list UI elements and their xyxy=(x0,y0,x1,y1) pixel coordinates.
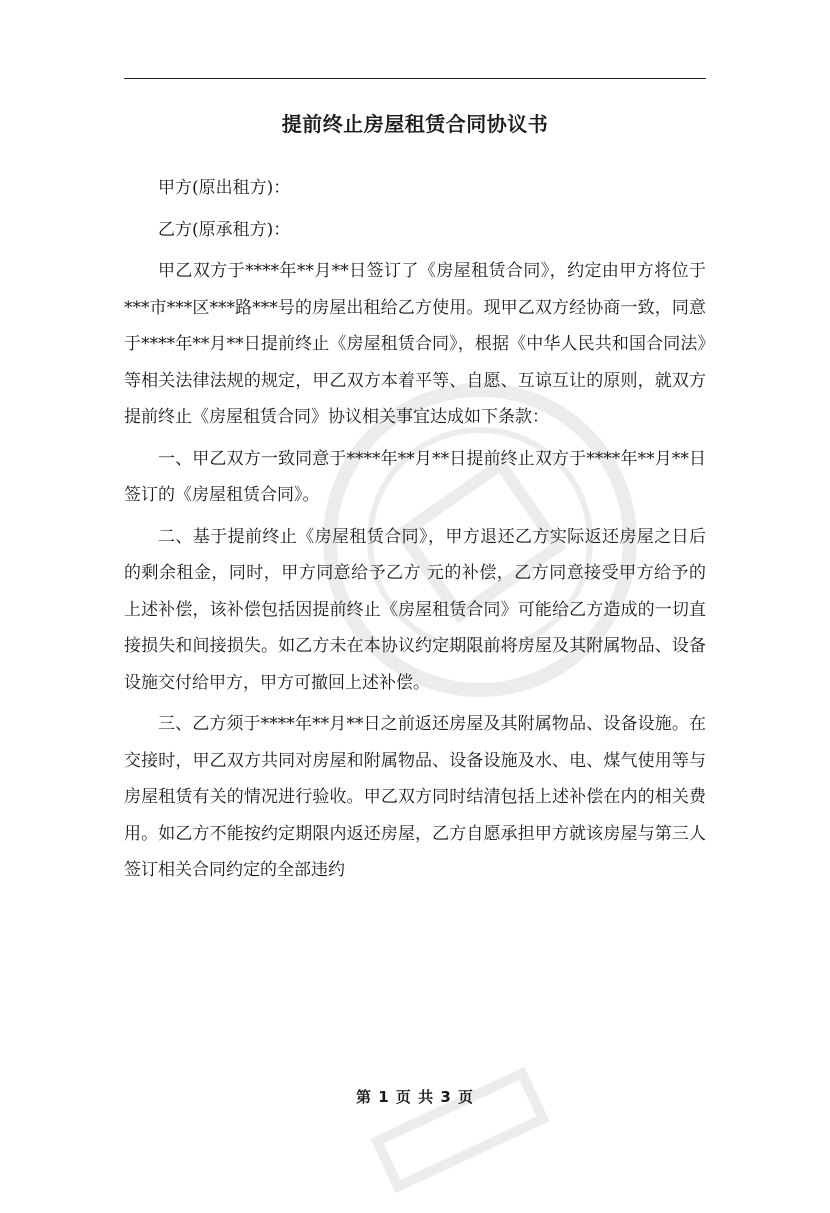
paragraph-clause-3: 三、乙方须于****年**月**日之前返还房屋及其附属物品、设备设施。在交接时，甲乙双方共同对房屋和附属物品、设备设施及水、电、煤气使用等与房屋租赁有关的情况进行验收。甲乙双方同时结清包括上述补偿在内的相关费用。如乙方不能按约定期限内返还房屋，乙方自愿承担甲方就该房屋与第三人签订相关合同约定的全部违约 xyxy=(124,714,706,880)
document-body xyxy=(124,170,706,889)
paragraph-clause-2: 二、基于提前终止《房屋租赁合同》，甲方退还乙方实际返还房屋之日后的剩余租金，同时，甲方同意给予乙方 元的补偿，乙方同意接受甲方给予的上述补偿，该补偿包括因提前终止《房屋租赁合同》可能给乙方造成的一切直接损失和间接损失。如乙方未在本协议约定期限前将房屋及其附属物品、设备设施交付给甲方，甲方可撤回上述补偿。 xyxy=(124,526,706,693)
paragraph-intro: 甲乙双方于****年**月**日签订了《房屋租赁合同》，约定由甲方将位于***市***区***路***号的房屋出租给乙方使用。现甲乙双方经协商一致，同意于****年**月**日提前终止《房屋租赁合同》，根据《中华人民共和国合同法》等相关法律法规的规定，甲乙双方本着平等、自愿、互谅互让的原则，就双方提前终止《房屋租赁合同》协议相关事宜达成如下条款： xyxy=(124,261,706,427)
watermark-fragment-icon xyxy=(350,1047,569,1213)
header-rule xyxy=(124,78,706,79)
page-number: 第 1 页 共 3 页 xyxy=(356,1088,474,1106)
party-b-line: 乙方(原承租方)： xyxy=(158,219,291,240)
paragraph-clause-1: 一、甲乙双方一致同意于****年**月**日提前终止双方于****年**月**日签订的《房屋租赁合同》。 xyxy=(124,448,706,505)
document-title: 提前终止房屋租赁合同协议书 xyxy=(281,112,549,136)
party-a-line: 甲方(原出租方)： xyxy=(158,178,291,198)
